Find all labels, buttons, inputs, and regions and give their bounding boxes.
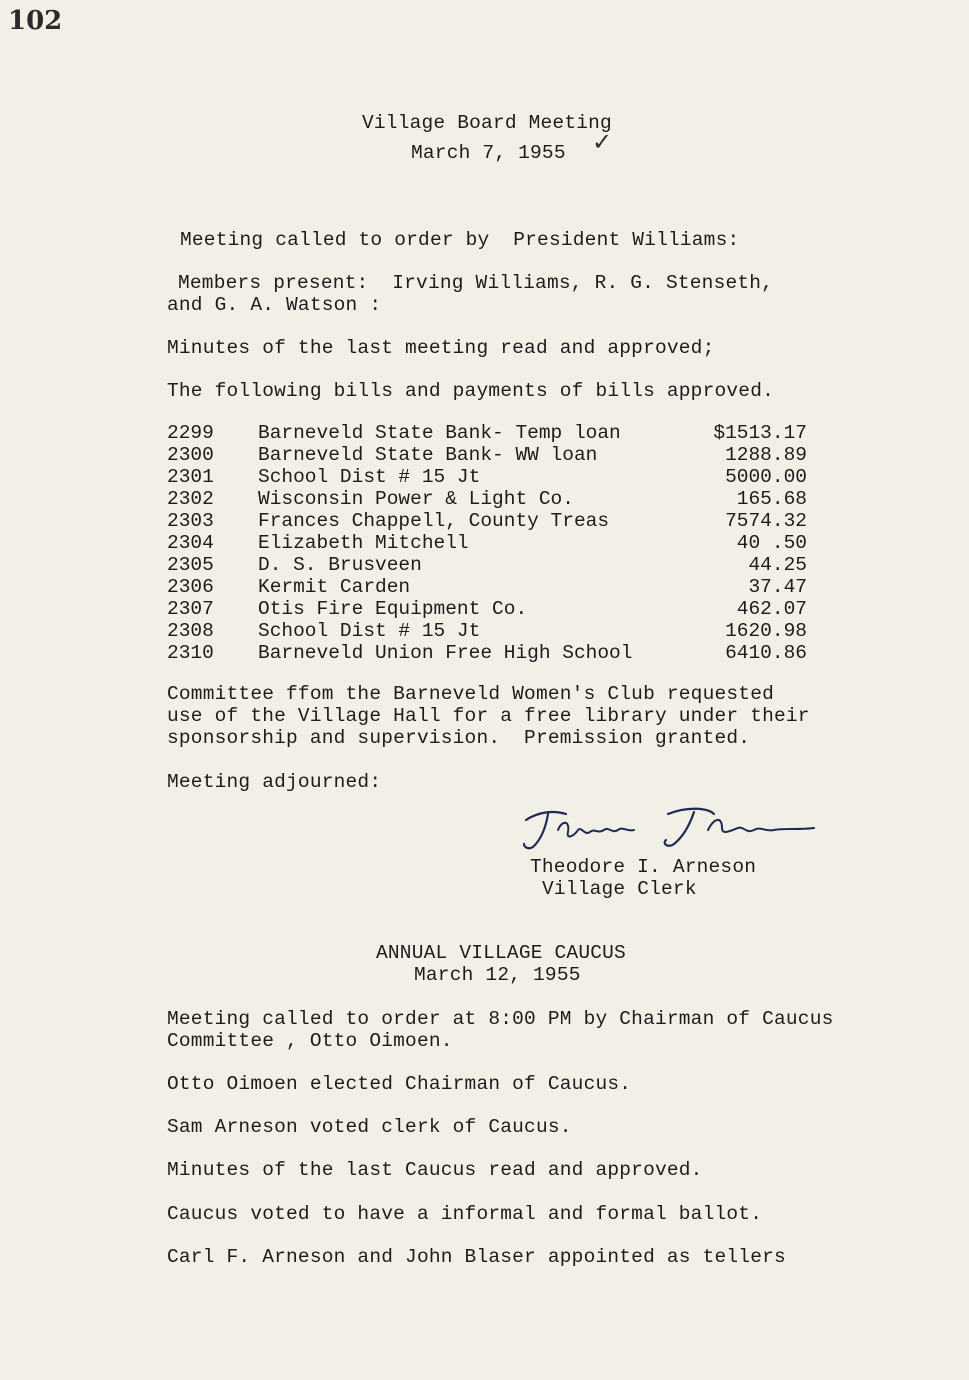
committee-line1: Committee ffom the Barneveld Women's Club requested (167, 683, 774, 705)
bill-payee: Barneveld Union Free High School (258, 642, 633, 664)
clerk-title: Village Clerk (542, 878, 697, 900)
called-to-order: Meeting called to order by President Williams: (180, 229, 740, 251)
bill-payee: Barneveld State Bank- WW loan (258, 444, 598, 466)
committee-line2: use of the Village Hall for a free library under their (167, 705, 810, 727)
bill-number: 2304 (167, 532, 214, 554)
check-mark-icon: ✓ (592, 128, 613, 156)
bill-number: 2310 (167, 642, 214, 664)
bill-payee: Otis Fire Equipment Co. (258, 598, 528, 620)
bill-number: 2306 (167, 576, 214, 598)
caucus-minutes: Minutes of the last Caucus read and approved. (167, 1159, 703, 1181)
bill-payee: School Dist # 15 Jt (258, 466, 481, 488)
bill-amount: 7574.32 (725, 510, 807, 532)
page-number: 102 (8, 6, 63, 36)
bill-row (167, 642, 807, 664)
bills-intro: The following bills and payments of bills approved. (167, 380, 774, 402)
bill-number: 2303 (167, 510, 214, 532)
bill-row (167, 422, 807, 444)
bill-number: 2308 (167, 620, 214, 642)
caucus-called-line2: Committee , Otto Oimoen. (167, 1030, 453, 1052)
bill-number: 2307 (167, 598, 214, 620)
caucus-date: March 12, 1955 (414, 964, 581, 986)
bill-amount: 44.25 (748, 554, 807, 576)
bill-row (167, 444, 807, 466)
caucus-title: ANNUAL VILLAGE CAUCUS (376, 942, 626, 964)
bill-payee: Frances Chappell, County Treas (258, 510, 610, 532)
bill-payee: School Dist # 15 Jt (258, 620, 481, 642)
bill-row (167, 466, 807, 488)
bill-row (167, 576, 807, 598)
clerk-signature (518, 800, 823, 858)
bill-amount: 165.68 (736, 488, 807, 510)
bill-row (167, 532, 807, 554)
meeting-adjourned: Meeting adjourned: (167, 771, 382, 793)
minutes-approved: Minutes of the last meeting read and approved; (167, 337, 715, 359)
bill-payee: Elizabeth Mitchell (258, 532, 469, 554)
bill-number: 2300 (167, 444, 214, 466)
caucus-ballot: Caucus voted to have a informal and formal ballot. (167, 1203, 763, 1225)
bill-row (167, 620, 807, 642)
bill-amount: 6410.86 (725, 642, 807, 664)
members-present-line1: Members present: Irving Williams, R. G. Stenseth, (178, 272, 774, 294)
meeting-title: Village Board Meeting (362, 112, 612, 134)
bill-amount: 37.47 (748, 576, 807, 598)
bill-number: 2299 (167, 422, 214, 444)
bill-amount: 462.07 (736, 598, 807, 620)
bill-payee: Kermit Carden (258, 576, 411, 598)
bill-number: 2301 (167, 466, 214, 488)
caucus-called-line1: Meeting called to order at 8:00 PM by Chairman of Caucus (167, 1008, 834, 1030)
bill-amount: 1620.98 (725, 620, 807, 642)
bill-number: 2302 (167, 488, 214, 510)
bill-payee: Wisconsin Power & Light Co. (258, 488, 574, 510)
bill-amount: 5000.00 (725, 466, 807, 488)
bill-row (167, 510, 807, 532)
meeting-date: March 7, 1955 (411, 142, 566, 164)
bill-payee: D. S. Brusveen (258, 554, 422, 576)
bill-amount: 40 .50 (736, 532, 807, 554)
committee-line3: sponsorship and supervision. Premission granted. (167, 727, 751, 749)
caucus-clerk: Sam Arneson voted clerk of Caucus. (167, 1116, 572, 1138)
clerk-name: Theodore I. Arneson (530, 856, 757, 878)
bill-number: 2305 (167, 554, 214, 576)
bill-row (167, 598, 807, 620)
bill-row (167, 554, 807, 576)
bill-payee: Barneveld State Bank- Temp loan (258, 422, 621, 444)
caucus-chairman: Otto Oimoen elected Chairman of Caucus. (167, 1073, 632, 1095)
bill-row (167, 488, 807, 510)
bill-amount: 1288.89 (725, 444, 807, 466)
caucus-tellers: Carl F. Arneson and John Blaser appointed as tellers (167, 1246, 786, 1268)
bill-amount: $1513.17 (713, 422, 807, 444)
members-present-line2: and G. A. Watson : (167, 294, 382, 316)
